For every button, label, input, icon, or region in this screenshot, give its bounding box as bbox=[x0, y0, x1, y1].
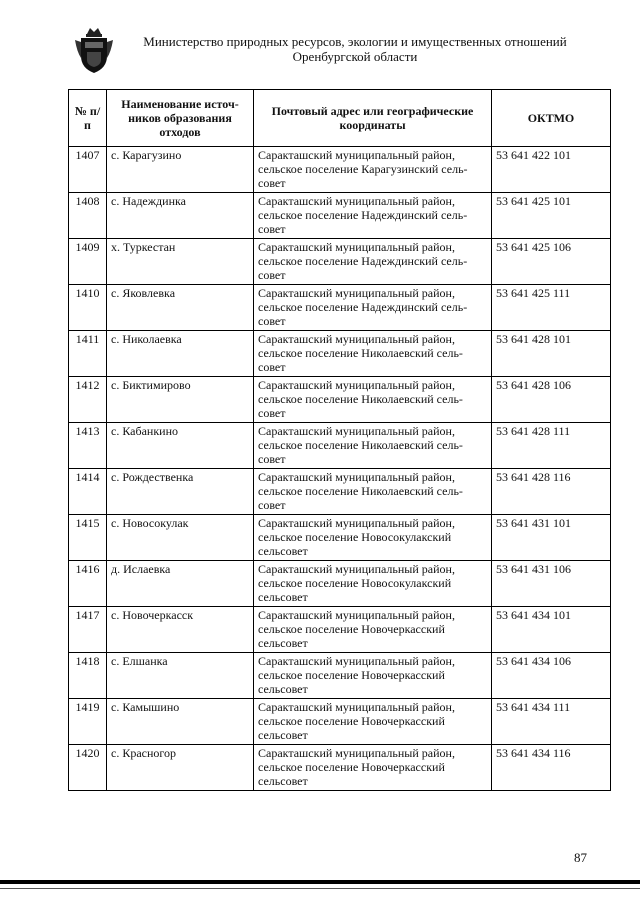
cell-oktmo: 53 641 428 116 bbox=[492, 469, 611, 515]
cell-address: Саракташский муниципальный район, сельское поселение Новосокулакский сельсовет bbox=[254, 515, 492, 561]
cell-oktmo: 53 641 425 106 bbox=[492, 239, 611, 285]
cell-oktmo: 53 641 422 101 bbox=[492, 147, 611, 193]
table-row bbox=[69, 653, 611, 699]
cell-name: х. Туркестан bbox=[107, 239, 254, 285]
cell-num: 1414 bbox=[69, 469, 107, 515]
col-header-address: Почтовый адрес или географические координаты bbox=[254, 90, 492, 147]
footer-rule bbox=[0, 880, 640, 884]
cell-num: 1413 bbox=[69, 423, 107, 469]
footer-rule-thin bbox=[0, 888, 640, 889]
cell-num: 1410 bbox=[69, 285, 107, 331]
cell-address: Саракташский муниципальный район, сельское поселение Николаевский сель-совет bbox=[254, 377, 492, 423]
cell-name: с. Рождественка bbox=[107, 469, 254, 515]
cell-address: Саракташский муниципальный район, сельское поселение Николаевский сель-совет bbox=[254, 469, 492, 515]
cell-num: 1418 bbox=[69, 653, 107, 699]
cell-num: 1419 bbox=[69, 699, 107, 745]
table-header-row bbox=[69, 90, 611, 147]
col-header-name: Наименование источ-ников образования отходов bbox=[107, 90, 254, 147]
cell-name: с. Карагузино bbox=[107, 147, 254, 193]
table-row bbox=[69, 607, 611, 653]
page-number: 87 bbox=[574, 850, 587, 865]
cell-address: Саракташский муниципальный район, сельское поселение Николаевский сель-совет bbox=[254, 423, 492, 469]
table-row bbox=[69, 699, 611, 745]
col-header-oktmo: ОКТМО bbox=[492, 90, 611, 147]
sources-table bbox=[68, 89, 611, 791]
table-row bbox=[69, 377, 611, 423]
table-row bbox=[69, 515, 611, 561]
cell-address: Саракташский муниципальный район, сельское поселение Надеждинский сель-совет bbox=[254, 193, 492, 239]
cell-address: Саракташский муниципальный район, сельское поселение Новочеркасский сельсовет bbox=[254, 653, 492, 699]
cell-oktmo: 53 641 425 111 bbox=[492, 285, 611, 331]
cell-oktmo: 53 641 428 101 bbox=[492, 331, 611, 377]
cell-address: Саракташский муниципальный район, сельское поселение Новосокулакский сельсовет bbox=[254, 561, 492, 607]
cell-oktmo: 53 641 434 106 bbox=[492, 653, 611, 699]
cell-oktmo: 53 641 428 106 bbox=[492, 377, 611, 423]
cell-oktmo: 53 641 434 111 bbox=[492, 699, 611, 745]
cell-name: с. Новосокулак bbox=[107, 515, 254, 561]
cell-oktmo: 53 641 431 106 bbox=[492, 561, 611, 607]
col-header-num: № п/п bbox=[69, 90, 107, 147]
table-row bbox=[69, 285, 611, 331]
table-row bbox=[69, 147, 611, 193]
cell-num: 1409 bbox=[69, 239, 107, 285]
cell-num: 1408 bbox=[69, 193, 107, 239]
cell-address: Саракташский муниципальный район, сельское поселение Надеждинский сель-совет bbox=[254, 239, 492, 285]
table-row bbox=[69, 469, 611, 515]
cell-name: с. Новочеркасск bbox=[107, 607, 254, 653]
table-row bbox=[69, 331, 611, 377]
cell-address: Саракташский муниципальный район, сельское поселение Новочеркасский сельсовет bbox=[254, 745, 492, 791]
cell-name: с. Камышино bbox=[107, 699, 254, 745]
cell-num: 1416 bbox=[69, 561, 107, 607]
cell-name: с. Кабанкино bbox=[107, 423, 254, 469]
cell-oktmo: 53 641 434 101 bbox=[492, 607, 611, 653]
cell-name: д. Ислаевка bbox=[107, 561, 254, 607]
orenburg-coat-of-arms-icon bbox=[73, 26, 115, 74]
cell-num: 1411 bbox=[69, 331, 107, 377]
table-row bbox=[69, 745, 611, 791]
header-line-1: Министерство природных ресурсов, экологии и имущественных отношений bbox=[143, 34, 567, 49]
cell-oktmo: 53 641 425 101 bbox=[492, 193, 611, 239]
cell-name: с. Яковлевка bbox=[107, 285, 254, 331]
header-line-2: Оренбургской области bbox=[292, 49, 418, 64]
table-row bbox=[69, 193, 611, 239]
cell-address: Саракташский муниципальный район, сельское поселение Новочеркасский сельсовет bbox=[254, 699, 492, 745]
cell-name: с. Елшанка bbox=[107, 653, 254, 699]
cell-address: Саракташский муниципальный район, сельское поселение Новочеркасский сельсовет bbox=[254, 607, 492, 653]
cell-name: с. Красногор bbox=[107, 745, 254, 791]
cell-num: 1417 bbox=[69, 607, 107, 653]
cell-num: 1415 bbox=[69, 515, 107, 561]
cell-num: 1407 bbox=[69, 147, 107, 193]
ministry-header bbox=[120, 34, 590, 64]
table-row bbox=[69, 561, 611, 607]
cell-num: 1412 bbox=[69, 377, 107, 423]
table-row bbox=[69, 239, 611, 285]
cell-name: с. Биктимирово bbox=[107, 377, 254, 423]
cell-address: Саракташский муниципальный район, сельское поселение Николаевский сель-совет bbox=[254, 331, 492, 377]
cell-address: Саракташский муниципальный район, сельское поселение Карагузинский сель-совет bbox=[254, 147, 492, 193]
cell-address: Саракташский муниципальный район, сельское поселение Надеждинский сель-совет bbox=[254, 285, 492, 331]
table-row bbox=[69, 423, 611, 469]
cell-name: с. Надеждинка bbox=[107, 193, 254, 239]
cell-oktmo: 53 641 428 111 bbox=[492, 423, 611, 469]
cell-name: с. Николаевка bbox=[107, 331, 254, 377]
cell-oktmo: 53 641 431 101 bbox=[492, 515, 611, 561]
cell-num: 1420 bbox=[69, 745, 107, 791]
cell-oktmo: 53 641 434 116 bbox=[492, 745, 611, 791]
